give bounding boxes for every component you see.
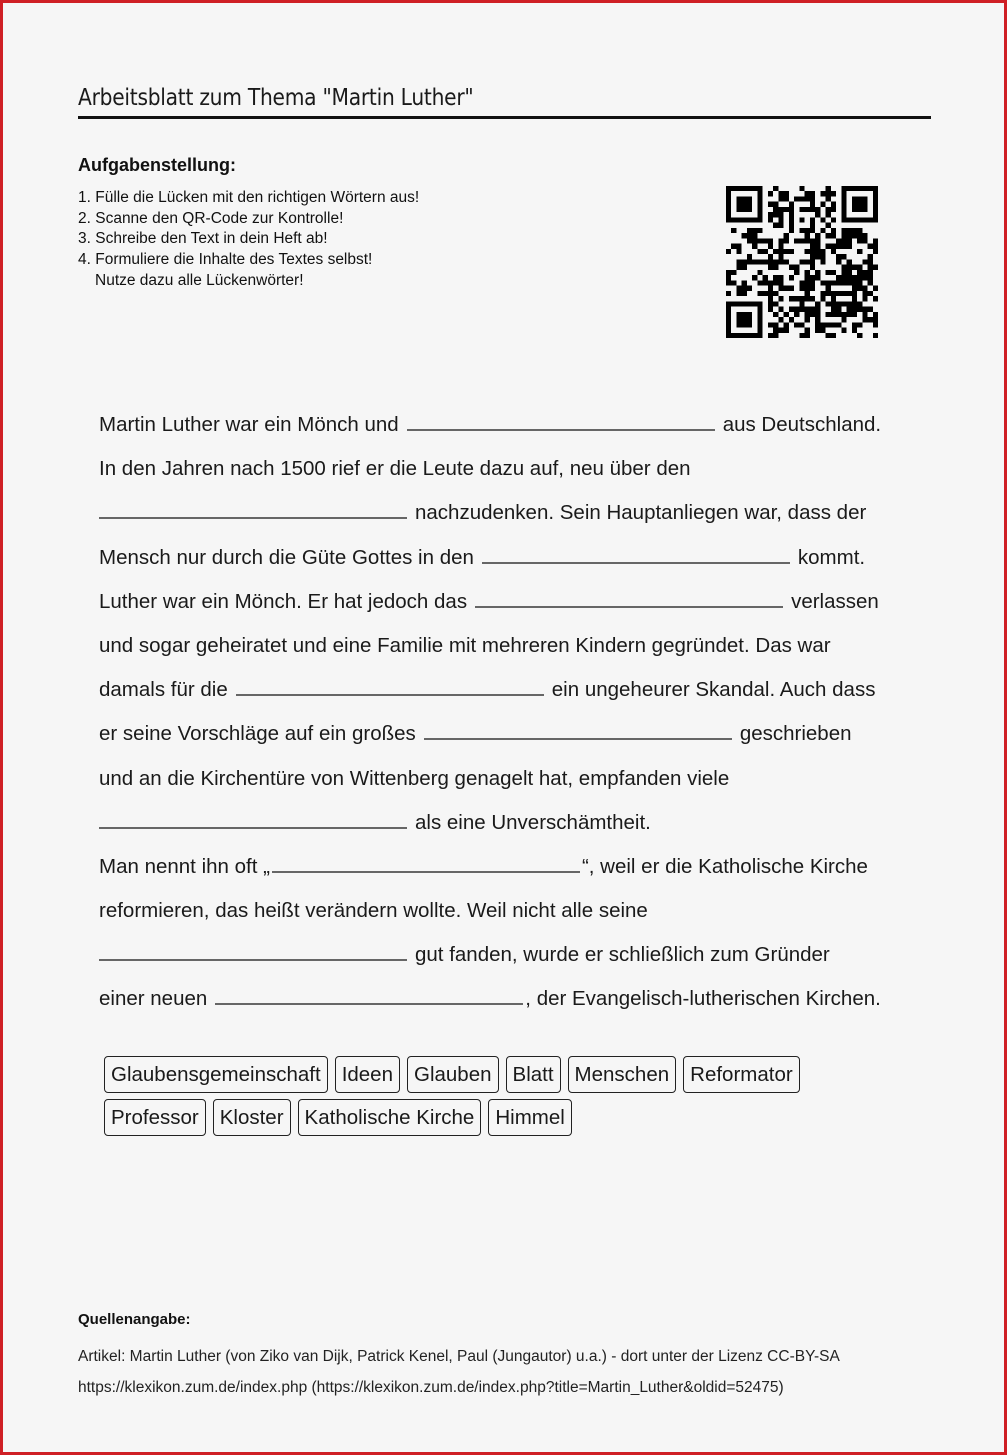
cloze-text-segment: einer neuen [99, 987, 208, 1011]
cloze-text-segment: gut fanden, wurde er schließlich zum Gründer [415, 943, 830, 967]
cloze-line [99, 712, 929, 756]
instructions-heading: Aufgabenstellung: [78, 155, 236, 175]
cloze-line [99, 447, 929, 491]
cloze-text [99, 403, 929, 1022]
instruction-item: 2. Scanne den QR-Code zur Kontrolle! [78, 209, 344, 227]
cloze-line [99, 977, 929, 1021]
cloze-text-segment: Luther war ein Mönch. Er hat jedoch das [99, 589, 468, 613]
cloze-line [99, 845, 929, 889]
instruction-item: Nutze dazu alle Lückenwörter! [95, 271, 304, 289]
cloze-text-segment: In den Jahren nach 1500 rief er die Leute dazu auf, neu über den [99, 457, 691, 481]
cloze-text-segment: verlassen [791, 589, 879, 613]
cloze-line [99, 536, 929, 580]
word-tile[interactable]: Blatt [506, 1056, 561, 1093]
worksheet-page [3, 3, 1004, 1452]
word-tile[interactable]: Himmel [488, 1099, 571, 1136]
word-tile[interactable]: Menschen [568, 1056, 677, 1093]
source-line: Artikel: Martin Luther (von Ziko van Dijk, Patrick Kenel, Paul (Jungautor) u.a.) - dort unter der Lizenz CC-BY-SA [78, 1348, 840, 1365]
blank-field[interactable] [215, 977, 523, 1005]
source-heading: Quellenangabe: [78, 1311, 191, 1328]
cloze-text-segment: er seine Vorschläge auf ein großes [99, 722, 416, 746]
cloze-text-segment: und an die Kirchentüre von Wittenberg genagelt hat, empfanden viele [99, 766, 730, 790]
cloze-line [99, 580, 929, 624]
blank-field[interactable] [424, 712, 732, 740]
cloze-text-segment: Man nennt ihn oft „ [99, 854, 270, 878]
instruction-item: 3. Schreibe den Text in dein Heft ab! [78, 230, 328, 248]
instruction-item: 1. Fülle die Lücken mit den richtigen Wörtern aus! [78, 189, 420, 206]
blank-field[interactable] [99, 801, 407, 829]
qr-code-icon[interactable] [726, 186, 878, 338]
cloze-text-segment: und sogar geheiratet und eine Familie mit mehreren Kindern gegründet. Das war [99, 633, 831, 657]
word-tile[interactable]: Glauben [407, 1056, 499, 1093]
cloze-line [99, 801, 929, 845]
instruction-item: 4. Formuliere die Inhalte des Textes selbst! [78, 251, 373, 269]
word-tile[interactable]: Glaubensgemeinschaft [104, 1056, 328, 1093]
blank-field[interactable] [236, 668, 544, 696]
cloze-line [99, 889, 929, 933]
cloze-line [99, 757, 929, 801]
word-tile[interactable]: Kloster [213, 1099, 291, 1136]
word-tile[interactable]: Ideen [335, 1056, 400, 1093]
cloze-line [99, 624, 929, 668]
cloze-line [99, 403, 929, 447]
cloze-text-segment: reformieren, das heißt verändern wollte. Weil nicht alle seine [99, 899, 648, 923]
blank-field[interactable] [99, 933, 407, 961]
cloze-text-segment: kommt. [797, 545, 866, 569]
page-title: Arbeitsblatt zum Thema "Martin Luther" [78, 85, 474, 111]
cloze-text-segment: geschrieben [739, 722, 852, 746]
word-tile[interactable]: Professor [104, 1099, 206, 1136]
source-citation [78, 1341, 840, 1403]
source-link[interactable]: https://klexikon.zum.de/index.php (https://klexikon.zum.de/index.php?title=Martin_Luther&oldid=52475) [78, 1379, 784, 1396]
cloze-line [99, 491, 929, 535]
cloze-text-segment: , der Evangelisch-lutherischen Kirchen. [525, 987, 881, 1011]
instructions-list [78, 188, 419, 292]
blank-field[interactable] [482, 536, 790, 564]
word-tile[interactable]: Katholische Kirche [298, 1099, 482, 1136]
cloze-text-segment: ein ungeheurer Skandal. Auch dass [551, 678, 876, 702]
cloze-text-segment: aus Deutschland. [722, 413, 882, 436]
cloze-line [99, 668, 929, 712]
title-underline [78, 116, 931, 119]
blank-field[interactable] [407, 403, 715, 431]
word-bank [104, 1056, 844, 1136]
word-tile[interactable]: Reformator [683, 1056, 800, 1093]
cloze-text-segment: als eine Unverschämtheit. [415, 810, 651, 834]
cloze-text-segment: Mensch nur durch die Güte Gottes in den [99, 545, 474, 569]
cloze-line [99, 933, 929, 977]
cloze-text-segment: “, weil er die Katholische Kirche [581, 854, 868, 878]
cloze-text-segment: damals für die [99, 678, 228, 702]
blank-field[interactable] [272, 845, 580, 873]
blank-field[interactable] [99, 491, 407, 519]
cloze-text-segment: Martin Luther war ein Mönch und [99, 413, 399, 436]
cloze-text-segment: nachzudenken. Sein Hauptanliegen war, dass der [415, 501, 867, 525]
blank-field[interactable] [475, 580, 783, 608]
